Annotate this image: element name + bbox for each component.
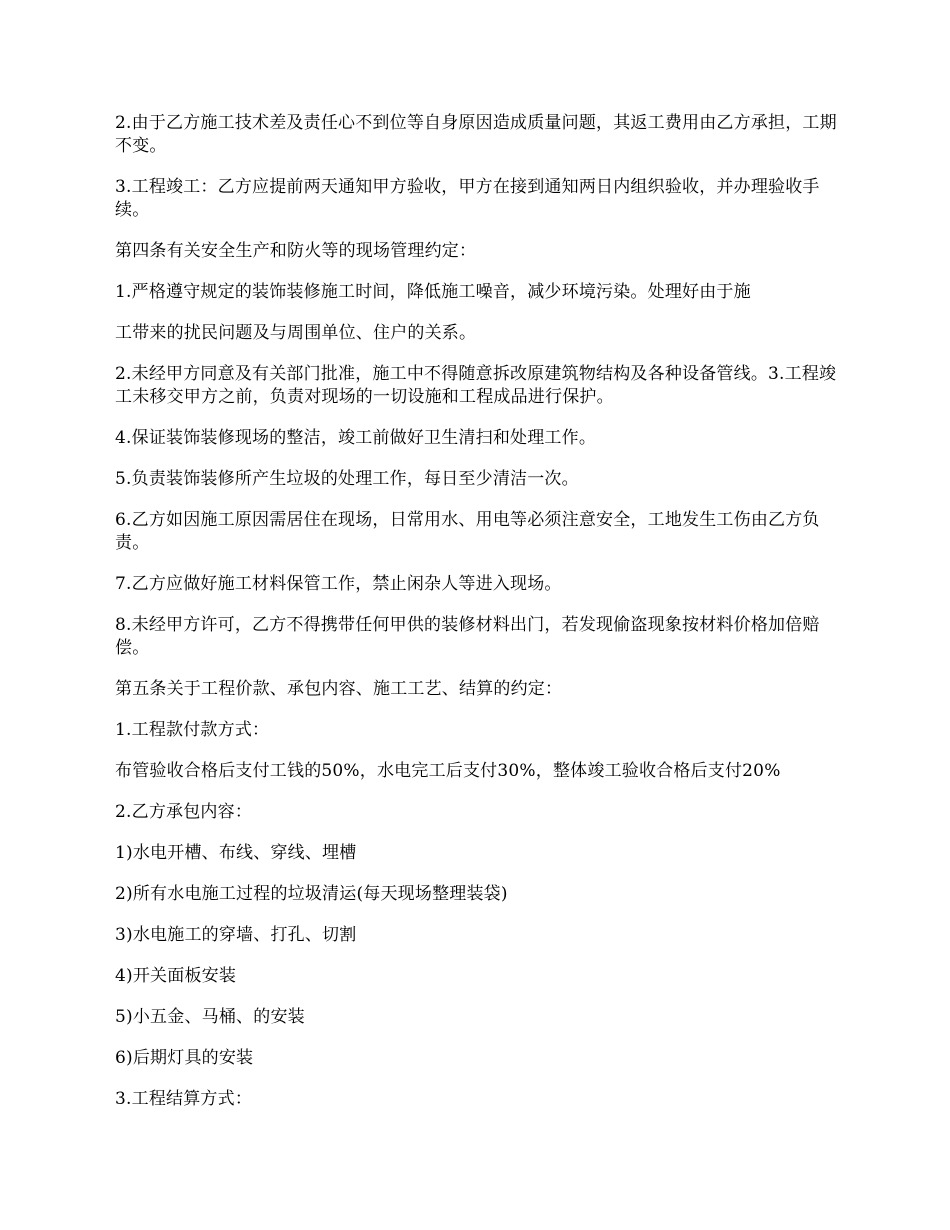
paragraph-material-storage: 7.乙方应做好施工材料保管工作，禁止闲杂人等进入现场。 [115, 574, 562, 594]
settlement-heading: 3.工程结算方式： [115, 1089, 253, 1109]
paragraph-waste-disposal: 5.负责装饰装修所产生垃圾的处理工作，每日至少清洁一次。 [115, 469, 579, 489]
scope-item-3: 3)水电施工的穿墙、打孔、切割 [115, 925, 357, 945]
scope-item-5: 5)小五金、马桶、的安装 [115, 1007, 305, 1027]
paragraph-material-theft: 8.未经甲方许可，乙方不得携带任何甲供的装修材料出门，若发现偷盗现象按材料价格加倍赔偿。 [115, 615, 820, 658]
paragraph-payment-schedule: 布管验收合格后支付工钱的50%，水电完工后支付30%，整体竣工验收合格后支付20% [115, 761, 781, 781]
paragraph-neighbor-relations: 工带来的扰民问题及与周围单位、住户的关系。 [115, 323, 477, 343]
scope-item-2: 2)所有水电施工过程的垃圾清运(每天现场整理装袋) [115, 884, 508, 904]
paragraph-site-cleanliness: 4.保证装饰装修现场的整洁，竣工前做好卫生清扫和处理工作。 [115, 428, 597, 448]
paragraph-construction-time: 1.严格遵守规定的装饰装修施工时间，降低施工噪音，减少环境污染。处理好由于施 [115, 282, 751, 302]
article-4-heading: 第四条有关安全生产和防火等的现场管理约定： [115, 241, 477, 261]
scope-heading: 2.乙方承包内容： [115, 802, 253, 822]
article-5-heading: 第五条关于工程价款、承包内容、施工工艺、结算的约定： [115, 679, 563, 699]
paragraph-structure-protection: 2.未经甲方同意及有关部门批准，施工中不得随意拆改原建筑物结构及各种设备管线。3.工程竣工未移交甲方之前，负责对现场的一切设施和工程成品进行保护。 [115, 364, 837, 407]
paragraph-onsite-safety: 6.乙方如因施工原因需居住在现场，日常用水、用电等必须注意安全，工地发生工伤由乙方负责。 [115, 510, 820, 553]
scope-item-6: 6)后期灯具的安装 [115, 1048, 254, 1068]
scope-item-1: 1)水电开槽、布线、穿线、埋槽 [115, 843, 357, 863]
paragraph-rework-cost: 2.由于乙方施工技术差及责任心不到位等自身原因造成质量问题，其返工费用由乙方承担，工期不变。 [115, 113, 837, 156]
payment-method-heading: 1.工程款付款方式： [115, 720, 270, 740]
scope-item-4: 4)开关面板安装 [115, 966, 237, 986]
paragraph-completion: 3.工程竣工：乙方应提前两天通知甲方验收，甲方在接到通知两日内组织验收，并办理验收手续。 [115, 177, 820, 220]
document-page [115, 112, 840, 1129]
